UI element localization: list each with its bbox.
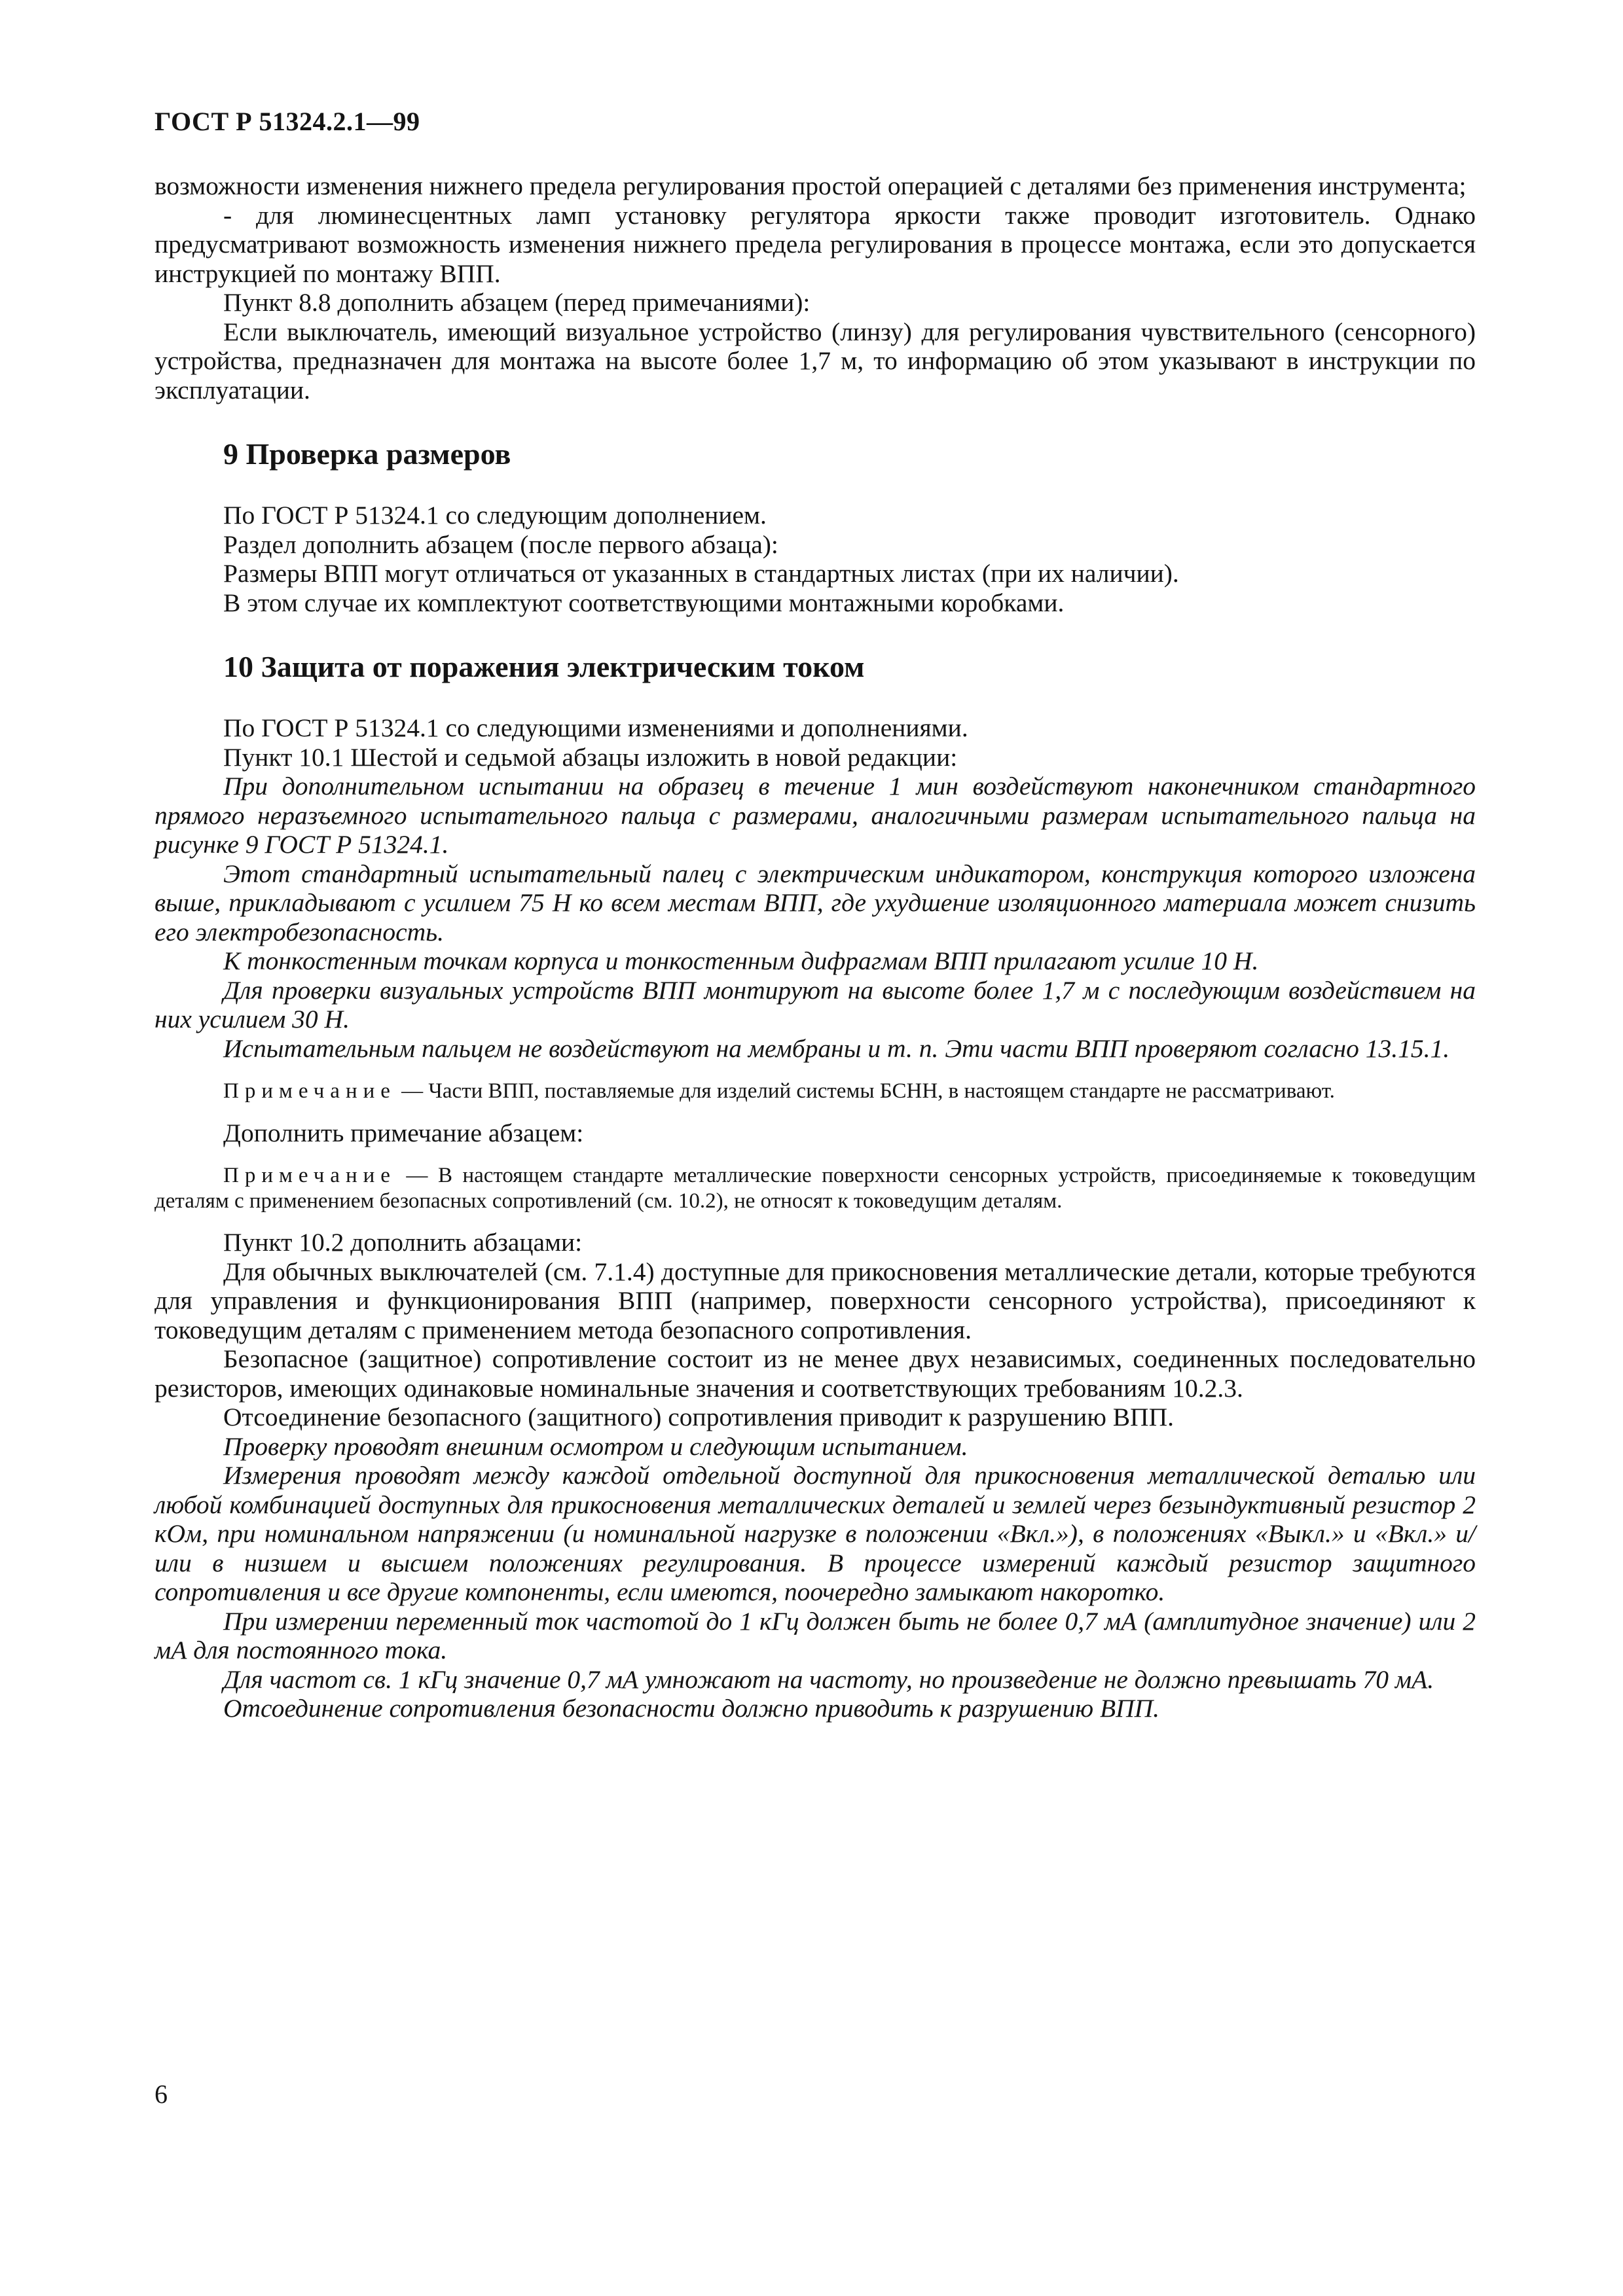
paragraph: Отсоединение безопасного (защитного) сопротивления приводит к разрушению ВПП.: [223, 1403, 1174, 1431]
italic-paragraph: При измерении переменный ток частотой до 1 кГц должен быть не более 0,7 мА (амплитудное значение) или 2 мА для постоянного тока.: [155, 1606, 1476, 1664]
paragraph: По ГОСТ Р 51324.1 со следующими изменениями и дополнениями.: [223, 713, 968, 742]
note: [155, 1163, 1476, 1213]
italic-paragraph: Отсоединение сопротивления безопасности должно приводить к разрушению ВПП.: [223, 1694, 1160, 1723]
paragraph: По ГОСТ Р 51324.1 со следующим дополнением.: [223, 501, 767, 529]
italic-paragraph: Проверку проводят внешним осмотром и следующим испытанием.: [223, 1431, 968, 1461]
note-label: Примечание: [223, 1079, 396, 1103]
italic-paragraph: Измерения проводят между каждой отдельной доступной для прикосновения металлической деталью или любой комбинацией доступных для прикосновения металлических деталей и землей через безындуктивный резистор 2 кОм, при номинальном напряжении (и номинальной нагрузке в положении «Вкл.»), в положениях «Выкл.» и «Вкл.» и/или в низшем и высшем положениях регулирования. В процессе измерений каждый резистор защитного сопротивления и все другие компоненты, если имеются, поочередно замыкают накоротко.: [155, 1461, 1476, 1606]
paragraph: Пункт 8.8 дополнить абзацем (перед примечаниями):: [223, 288, 811, 317]
italic-paragraph: Для частот св. 1 кГц значение 0,7 мА умножают на частоту, но произведение не должно превышать 70 мА.: [223, 1664, 1434, 1694]
italic-paragraph: К тонкостенным точкам корпуса и тонкостенным дифрагмам ВПП прилагают усилие 10 Н.: [223, 946, 1259, 975]
section-10-heading: 10 Защита от поражения электрическим током: [223, 650, 865, 683]
section-9-heading: 9 Проверка размеров: [223, 437, 511, 471]
paragraph: Размеры ВПП могут отличаться от указанных в стандартных листах (при их наличии).: [223, 559, 1179, 588]
paragraph: Для обычных выключателей (см. 7.1.4) доступные для прикосновения металлические детали, которые требуются для управления и функционирования ВПП (например, поверхности сенсорного устройства), присоединяют к токоведущим деталям с применением метода безопасного сопротивления.: [155, 1257, 1476, 1344]
document-header: ГОСТ Р 51324.2.1—99: [155, 107, 420, 136]
note-text: — Части ВПП, поставляемые для изделий системы БСНН, в настоящем стандарте не рассматривают.: [395, 1079, 1335, 1103]
note-text: — В настоящем стандарте металлические поверхности сенсорных устройств, присоединяемые к токоведущим деталям с применением безопасных сопротивлений (см. 10.2), не относят к токоведущим деталям.: [155, 1164, 1476, 1213]
italic-paragraph: Для проверки визуальных устройств ВПП монтируют на высоте более 1,7 м с последующим воздействием на них усилием 30 Н.: [155, 975, 1476, 1033]
italic-paragraph: При дополнительном испытании на образец в течение 1 мин воздействуют наконечником стандартного прямого неразъемного испытательного пальца с размерами, аналогичными размерам испытательного пальца на рисунке 9 ГОСТ Р 51324.1.: [155, 772, 1476, 859]
paragraph: В этом случае их комплектуют соответствующими монтажными коробками.: [223, 588, 1065, 617]
paragraph: Безопасное (защитное) сопротивление состоит из не менее двух независимых, соединенных последовательно резисторов, имеющих одинаковые номинальные значения и соответствующих требованиям 10.2.3.: [155, 1344, 1476, 1403]
note: [155, 1079, 1476, 1104]
paragraph: Если выключатель, имеющий визуальное устройство (линзу) для регулирования чувствительного (сенсорного) устройства, предназначен для монтажа на высоте более 1,7 м, то информацию об этом указывают в инструкции по эксплуатации.: [155, 317, 1476, 404]
page-number: 6: [155, 2079, 168, 2109]
paragraph: - для люминесцентных ламп установку регулятора яркости также проводит изготовитель. Однако предусматривают возможность изменения нижнего предела регулирования в процессе монтажа, если это допускается инструкцией по монтажу ВПП.: [155, 200, 1476, 288]
italic-paragraph: Испытательным пальцем не воздействуют на мембраны и т. п. Эти части ВПП проверяют согласно 13.15.1.: [223, 1033, 1450, 1063]
note-label: Примечание: [223, 1164, 396, 1187]
paragraph: Раздел дополнить абзацем (после первого абзаца):: [223, 529, 778, 559]
italic-paragraph: Этот стандартный испытательный палец с электрическим индикатором, конструкция которого изложена выше, прикладывают с усилием 75 Н ко всем местам ВПП, где ухудшение изоляционного материала может снизить его электробезопасность.: [155, 859, 1476, 946]
paragraph: Пункт 10.2 дополнить абзацами:: [223, 1228, 583, 1257]
paragraph: возможности изменения нижнего предела регулирования простой операцией с деталями без применения инструмента;: [155, 171, 1467, 200]
document-body: [155, 171, 1476, 1723]
paragraph: Пункт 10.1 Шестой и седьмой абзацы изложить в новой редакции:: [223, 742, 958, 772]
paragraph: Дополнить примечание абзацем:: [223, 1118, 584, 1147]
